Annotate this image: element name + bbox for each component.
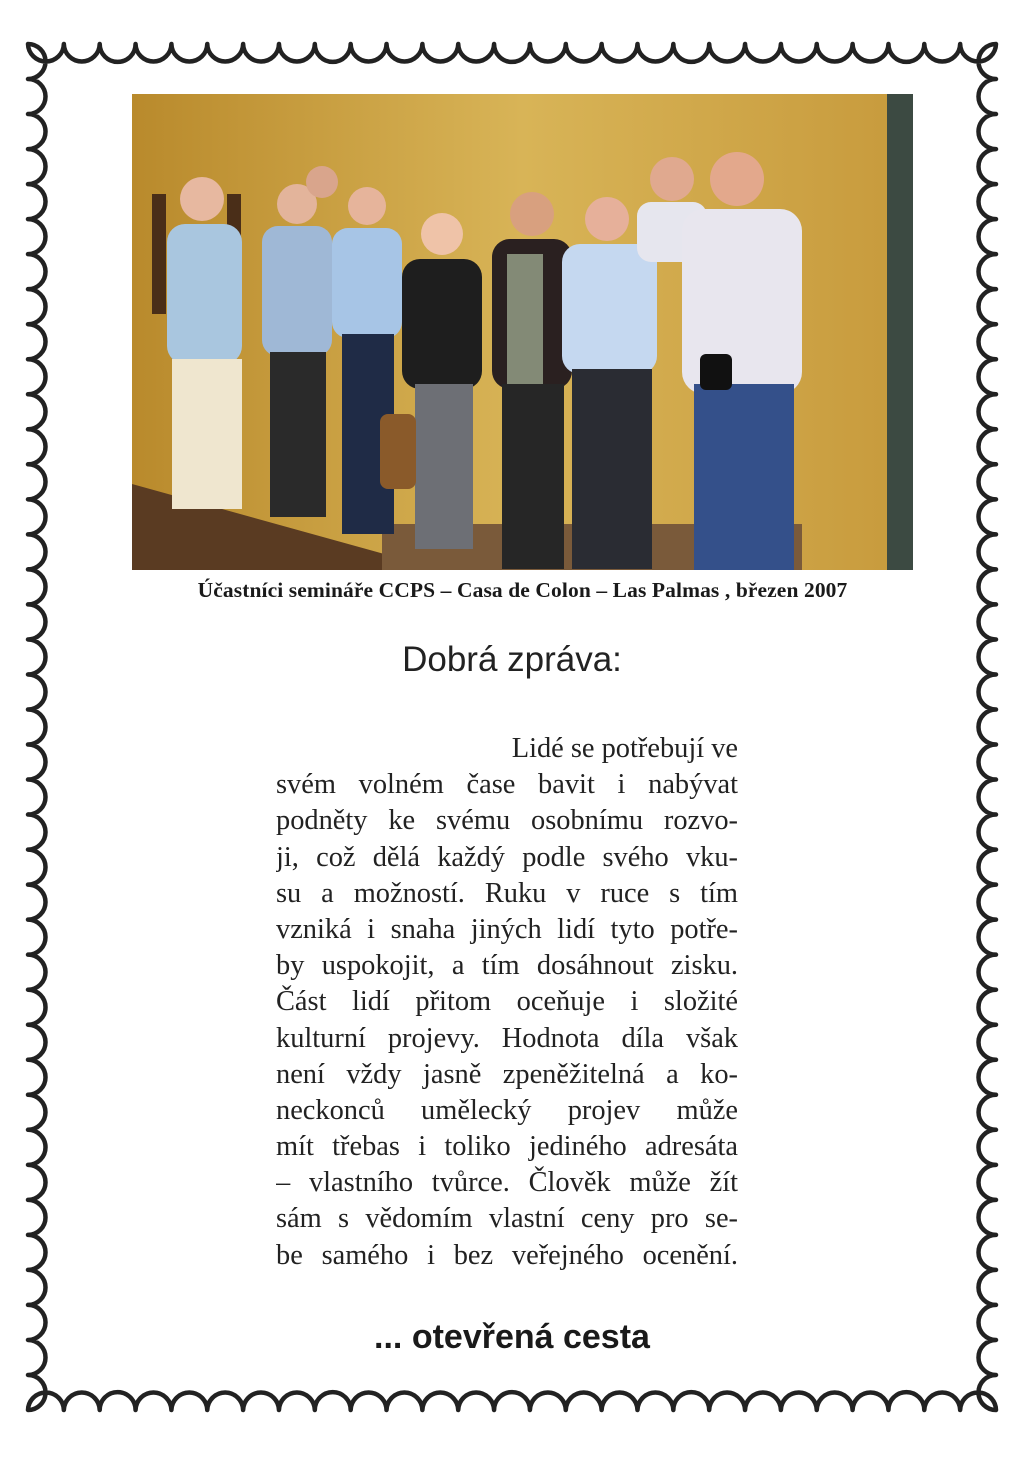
- body-line: mít třebas i toliko jediného adresáta: [276, 1131, 738, 1163]
- body-line: Lidé se potřebují ve: [511, 733, 738, 764]
- page-heading: Dobrá zpráva:: [402, 640, 622, 679]
- body-line: svém volném čase bavit i nabývat: [276, 769, 738, 801]
- body-line: by uspokojit, a tím dosáhnout zisku.: [276, 950, 738, 982]
- group-photo: [132, 94, 913, 570]
- body-line: neckonců umělecký projev může: [276, 1094, 738, 1126]
- body-line: sám s vědomím vlastní ceny pro se-: [276, 1203, 738, 1235]
- body-line: není vždy jasně zpeněžitelná a ko-: [276, 1058, 738, 1090]
- photo-caption: Účastníci semináře CCPS – Casa de Colon – Las Palmas , březen 2007: [197, 578, 848, 602]
- body-line: ji, což dělá každý podle svého vku-: [276, 841, 738, 873]
- body-line: kulturní projevy. Hodnota díla však: [276, 1022, 738, 1054]
- closing-line: ... otevřená cesta: [374, 1318, 650, 1356]
- body-line: – vlastního tvůrce. Člověk může žít: [276, 1167, 738, 1199]
- body-text: [276, 731, 738, 1274]
- body-line: su a možností. Ruku v ruce s tím: [276, 877, 738, 909]
- body-line: be samého i bez veřejného ocenění.: [276, 1239, 738, 1271]
- body-line: Část lidí přitom oceňuje i složité: [276, 986, 738, 1018]
- body-line: vzniká i snaha jiných lidí tyto potře-: [276, 913, 738, 945]
- body-line: podněty ke svému osobnímu rozvo-: [276, 805, 738, 837]
